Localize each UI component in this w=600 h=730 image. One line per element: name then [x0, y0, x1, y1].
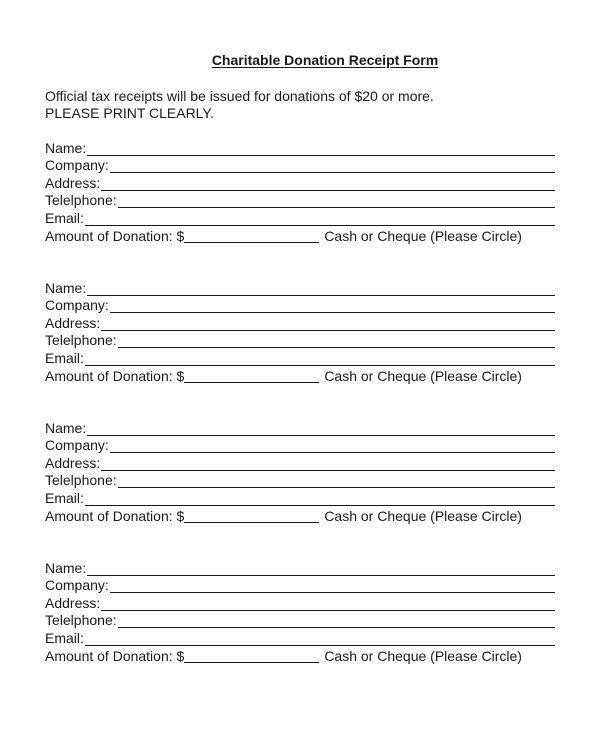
address-label: Address: [45, 175, 101, 191]
amount-blank[interactable] [184, 522, 319, 523]
telephone-line [118, 627, 555, 628]
email-label: Email: [45, 630, 84, 646]
email-line [85, 225, 555, 226]
name-field[interactable] [45, 140, 555, 157]
company-field[interactable] [45, 297, 555, 314]
form-title: Charitable Donation Receipt Form [211, 52, 439, 68]
amount-label: Amount of Donation: $ [45, 368, 185, 384]
email-field[interactable] [45, 350, 555, 367]
address-line [101, 330, 555, 331]
donation-amount-field[interactable] [45, 228, 522, 245]
telephone-label: Telelphone: [45, 612, 117, 628]
amount-label: Amount of Donation: $ [45, 508, 185, 524]
company-line [110, 172, 555, 173]
name-field[interactable] [45, 420, 555, 437]
telephone-label: Telelphone: [45, 192, 117, 208]
telephone-label: Telelphone: [45, 332, 117, 348]
company-field[interactable] [45, 437, 555, 454]
email-label: Email: [45, 490, 84, 506]
name-label: Name: [45, 560, 87, 576]
telephone-field[interactable] [45, 612, 555, 629]
company-label: Company: [45, 437, 109, 453]
email-field[interactable] [45, 210, 555, 227]
email-line [85, 645, 555, 646]
company-label: Company: [45, 157, 109, 173]
name-line [87, 295, 555, 296]
address-line [101, 610, 555, 611]
company-line [110, 592, 555, 593]
amount-blank[interactable] [184, 242, 319, 243]
email-line [85, 505, 555, 506]
telephone-label: Telelphone: [45, 472, 117, 488]
email-field[interactable] [45, 490, 555, 507]
donation-amount-field[interactable] [45, 368, 522, 385]
address-field[interactable] [45, 315, 555, 332]
company-field[interactable] [45, 577, 555, 594]
address-label: Address: [45, 595, 101, 611]
email-label: Email: [45, 350, 84, 366]
donation-amount-field[interactable] [45, 508, 522, 525]
telephone-line [118, 207, 555, 208]
donation-amount-field[interactable] [45, 648, 522, 665]
telephone-field[interactable] [45, 192, 555, 209]
payment-method[interactable]: Cash or Cheque (Please Circle) [324, 228, 522, 244]
email-label: Email: [45, 210, 84, 226]
donor-entry-2 [45, 280, 555, 388]
name-line [87, 155, 555, 156]
amount-blank[interactable] [184, 382, 319, 383]
telephone-field[interactable] [45, 332, 555, 349]
payment-method[interactable]: Cash or Cheque (Please Circle) [324, 648, 522, 664]
address-field[interactable] [45, 595, 555, 612]
print-clearly-note: PLEASE PRINT CLEARLY. [45, 105, 214, 121]
donor-entry-4 [45, 560, 555, 668]
telephone-field[interactable] [45, 472, 555, 489]
company-label: Company: [45, 577, 109, 593]
name-label: Name: [45, 140, 87, 156]
address-field[interactable] [45, 175, 555, 192]
name-field[interactable] [45, 560, 555, 577]
name-field[interactable] [45, 280, 555, 297]
amount-blank[interactable] [184, 662, 319, 663]
name-label: Name: [45, 420, 87, 436]
telephone-line [118, 487, 555, 488]
email-field[interactable] [45, 630, 555, 647]
telephone-line [118, 347, 555, 348]
address-label: Address: [45, 315, 101, 331]
donor-entry-3 [45, 420, 555, 528]
amount-label: Amount of Donation: $ [45, 648, 185, 664]
name-line [87, 575, 555, 576]
company-line [110, 312, 555, 313]
payment-method[interactable]: Cash or Cheque (Please Circle) [324, 368, 522, 384]
company-field[interactable] [45, 157, 555, 174]
address-line [101, 190, 555, 191]
donor-entry-1 [45, 140, 555, 248]
address-field[interactable] [45, 455, 555, 472]
name-label: Name: [45, 280, 87, 296]
amount-label: Amount of Donation: $ [45, 228, 185, 244]
name-line [87, 435, 555, 436]
company-line [110, 452, 555, 453]
address-label: Address: [45, 455, 101, 471]
company-label: Company: [45, 297, 109, 313]
intro-note: Official tax receipts will be issued for donations of $20 or more. [45, 88, 434, 104]
payment-method[interactable]: Cash or Cheque (Please Circle) [324, 508, 522, 524]
email-line [85, 365, 555, 366]
address-line [101, 470, 555, 471]
